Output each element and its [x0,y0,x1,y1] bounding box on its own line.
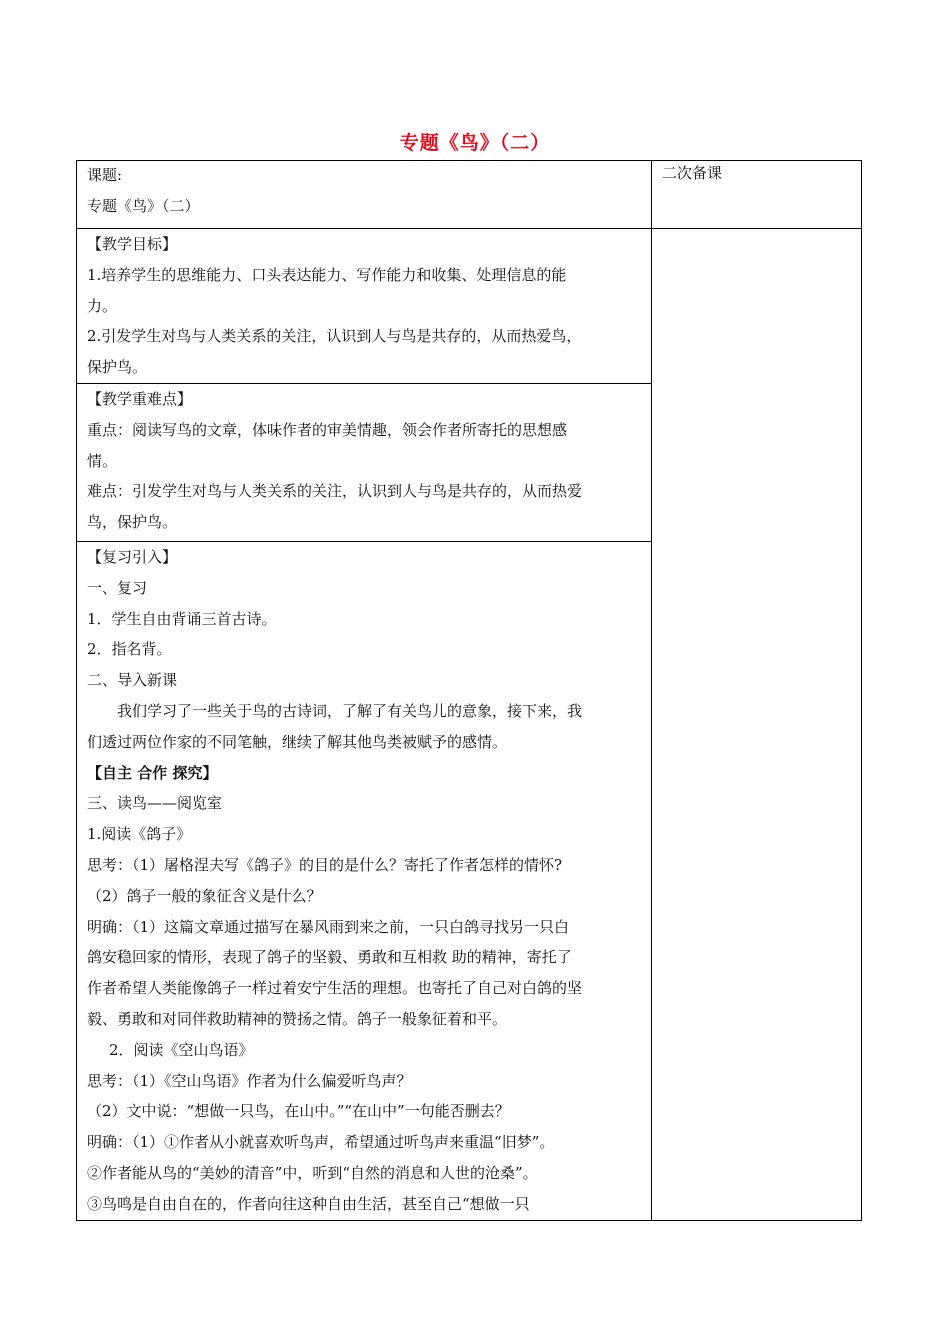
goals-line: 力。 [87,296,118,315]
read2-title: 2．阅读《空山鸟语》 [109,1040,254,1059]
document-title: 专题《鸟》（二） [399,132,551,154]
read1-answer: 明确：（1）这篇文章通过描写在暴风雨到来之前，一只白鸽寻找另一只白 [87,917,570,936]
explore-heading: 【自主 合作 探究】 [87,763,218,782]
difficulties-heading: 【教学重难点】 [87,389,193,408]
read1-question: 思考：（1）屠格涅夫写《鸽子》的目的是什么？寄托了作者怎样的情怀? [87,855,563,874]
topic-row [77,161,862,229]
read2-question: 思考：（1）《空山鸟语》作者为什么偏爱听鸟声？ [87,1071,412,1090]
read-title: 三、读鸟——阅览室 [87,794,223,813]
review-title: 一、复习 [87,578,148,597]
difficulties-cell [77,383,652,541]
side-notes-cell [652,229,862,1221]
read2-answer: ③鸟鸣是自由自在的，作者向往这种自由生活，甚至自己“想做一只 [87,1194,530,1213]
read1-answer: 鸽安稳回家的情形，表现了鸽子的坚毅、勇敢和互相救 助的精神，寄托了 [87,948,572,967]
review-step: 1．学生自由背诵三首古诗。 [87,609,277,628]
goals-line: 保护鸟。 [87,358,148,377]
goals-heading: 【教学目标】 [87,235,178,253]
difficulties-line: 重点：阅读写鸟的文章，体味作者的审美情趣，领会作者所寄托的思想感 [87,420,568,439]
intro-title: 二、导入新课 [87,671,178,690]
goals-line: 1.培养学生的思维能力、口头表达能力、写作能力和收集、处理信息的能 [87,265,567,284]
side-header-cell [652,161,862,229]
intro-paragraph: 我们学习了一些关于鸟的古诗词，了解了有关鸟儿的意象，接下来，我 [117,701,583,720]
side-header: 二次备课 [662,164,723,182]
read2-question: （2）文中说：“想做一只鸟，在山中。”“在山中”一句能否删去？ [87,1102,510,1121]
review-heading: 【复习引入】 [87,547,178,566]
read2-answer: ②作者能从鸟的“美妙的清音”中，听到“自然的消息和人世的沧桑”。 [87,1163,538,1182]
intro-paragraph: 们透过两位作家的不同笔触，继续了解其他鸟类被赋予的感情。 [87,732,508,751]
goals-cell [77,229,652,384]
read1-answer: 作者希望人类能像鸽子一样过着安宁生活的理想。也寄托了自己对白鸽的坚 [87,979,583,998]
difficulties-line: 难点：引发学生对鸟与人类关系的关注，认识到人与鸟是共存的，从而热爱 [87,482,583,501]
review-step: 2．指名背。 [87,640,172,659]
topic-value: 专题《鸟》（二） [87,197,200,215]
process-cell [77,541,652,1220]
goals-line: 2.引发学生对鸟与人类关系的关注，认识到人与鸟是共存的，从而热爱鸟， [87,327,582,346]
lesson-plan-table [76,160,862,1221]
read1-question: （2）鸽子一般的象征含义是什么？ [87,886,322,905]
difficulties-line: 鸟，保护鸟。 [87,513,178,532]
read2-answer: 明确：（1）①作者从小就喜欢听鸟声，希望通过听鸟声来重温“旧梦”。 [87,1133,555,1152]
difficulties-line: 情。 [87,451,118,470]
topic-label: 课题: [87,166,123,184]
read1-answer: 毅、勇敢和对同伴救助精神的赞扬之情。鸽子一般象征着和平。 [87,1009,508,1028]
read1-title: 1.阅读《鸽子》 [87,825,192,844]
goals-row [77,229,862,384]
topic-cell [77,161,652,229]
